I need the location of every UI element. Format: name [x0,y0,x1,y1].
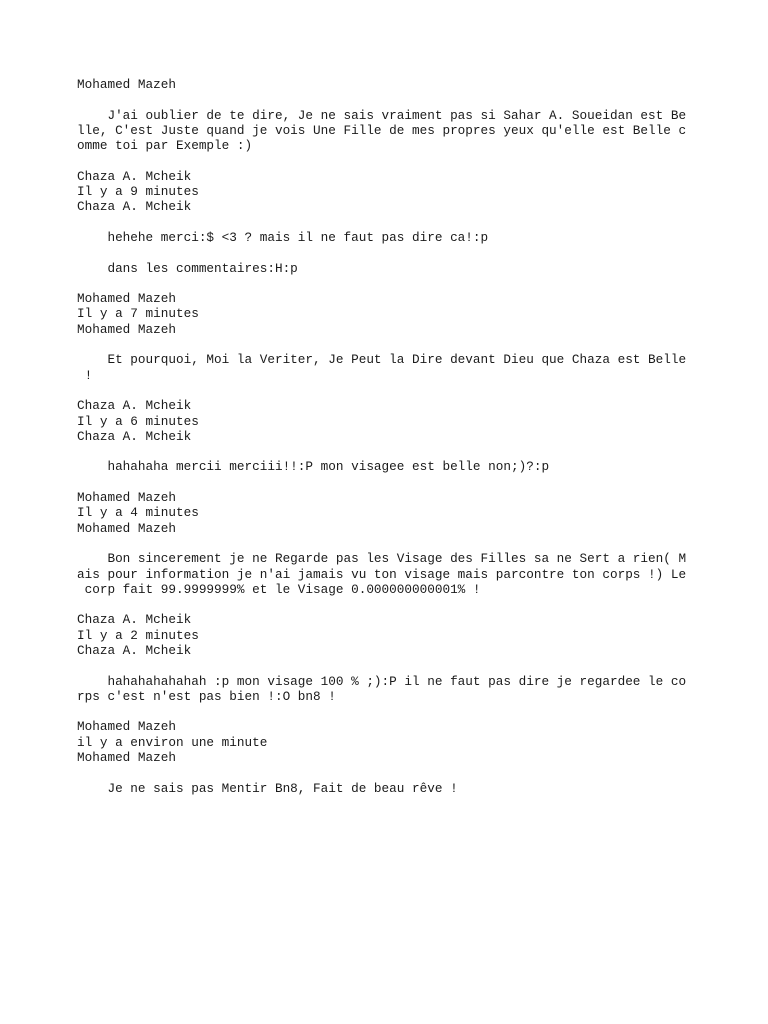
timestamp: Il y a 6 minutes [77,413,199,429]
blank-line [77,215,697,230]
timestamp: Il y a 7 minutes [77,306,199,322]
message-text: hahahahahahah :p mon visage 100 % ;):P il ne faut pas dire je regardee le co [77,673,687,689]
message-text: hahahaha mercii merciii!!:P mon visagee est belle non;)?:p [77,459,550,475]
blank-line [77,444,697,459]
author-name: Mohamed Mazeh [77,490,176,506]
author-name: Chaza A. Mcheik [77,398,192,414]
author-name: Mohamed Mazeh [77,77,176,92]
message-text: omme toi par Exemple :) [77,138,253,154]
author-name: Chaza A. Mcheik [77,168,192,184]
message-text: ais pour information je n'ai jamais vu ton visage mais parcontre ton corps !) Le [77,566,687,582]
blank-line [77,245,697,260]
author-name: Mohamed Mazeh [77,719,176,735]
blank-line [77,475,697,490]
timestamp: il y a environ une minute [77,734,268,750]
message-text: J'ai oublier de te dire, Je ne sais vraiment pas si Sahar A. Soueidan est Be [77,107,687,123]
blank-line [77,536,697,551]
blank-line [77,153,697,168]
message-text: Et pourquoi, Moi la Veriter, Je Peut la Dire devant Dieu que Chaza est Belle [77,352,687,368]
message-text: Je ne sais pas Mentir Bn8, Fait de beau rêve ! [77,780,458,796]
author-name: Chaza A. Mcheik [77,612,192,628]
blank-line [77,92,697,107]
blank-line [77,704,697,719]
author-name: Mohamed Mazeh [77,750,176,766]
author-name: Mohamed Mazeh [77,520,176,536]
blank-line [77,658,697,673]
timestamp: Il y a 4 minutes [77,505,199,521]
blank-line [77,276,697,291]
message-text: Bon sincerement je ne Regarde pas les Visage des Filles sa ne Sert a rien( M [77,551,687,567]
message-text: corp fait 99.9999999% et le Visage 0.000000000001% ! [77,581,481,597]
message-text: ! [77,367,93,383]
author-name: Mohamed Mazeh [77,321,176,337]
timestamp: Il y a 9 minutes [77,184,199,200]
author-name: Mohamed Mazeh [77,291,176,307]
author-name: Chaza A. Mcheik [77,642,192,658]
message-text: rps c'est n'est pas bien !:O bn8 ! [77,688,336,704]
blank-line [77,597,697,612]
message-text: dans les commentaires:H:p [77,260,298,276]
message-text: hehehe merci:$ <3 ? mais il ne faut pas dire ca!:p [77,229,489,245]
blank-line [77,765,697,780]
message-text: lle, C'est Juste quand je vois Une Fille de mes propres yeux qu'elle est Belle c [77,122,687,138]
author-name: Chaza A. Mcheik [77,199,192,215]
author-name: Chaza A. Mcheik [77,428,192,444]
timestamp: Il y a 2 minutes [77,627,199,643]
blank-line [77,337,697,352]
document-page [77,77,697,796]
blank-line [77,383,697,398]
